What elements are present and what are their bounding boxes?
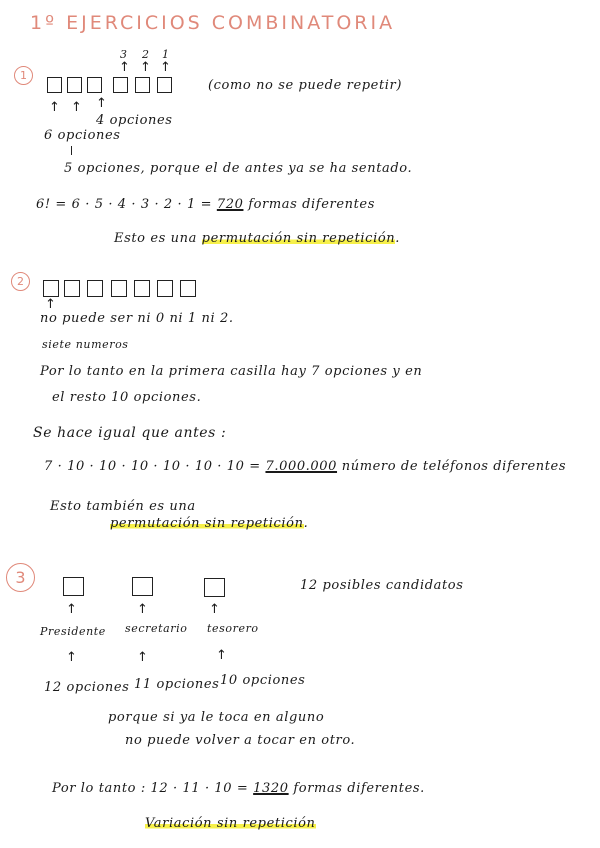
note-text: (como no se puede repetir) (208, 78, 403, 93)
highlighted-term: permutación sin repetición (201, 231, 396, 246)
up-arrow-icon: ↑ (160, 60, 171, 75)
line-5-options: 5 opciones, porque el de antes ya se ha sentado. (64, 161, 413, 176)
digit-3: 3 (120, 48, 128, 61)
slot-box (43, 280, 59, 297)
slot-box (204, 578, 225, 597)
options-12: 12 opciones (44, 680, 130, 695)
slot-box (87, 280, 103, 297)
formula-1 (36, 197, 375, 212)
formula-result: 1320 (253, 781, 289, 796)
line-same-as-before: Se hace igual que antes : (33, 425, 227, 441)
conclusion-3 (145, 816, 316, 831)
reason-line-1: porque si ya le toca en alguno (108, 710, 325, 725)
formula-3 (52, 781, 425, 796)
up-arrow-icon: ↑ (66, 650, 77, 665)
page-title: 1º EJERCICIOS COMBINATORIA (30, 12, 396, 34)
section-2-number: 2 (11, 272, 30, 291)
role-secretary: secretario (125, 622, 188, 635)
slot-box (64, 280, 80, 297)
slot-box (157, 280, 173, 297)
formula-result: 720 (216, 197, 244, 212)
up-arrow-icon: ↑ (96, 96, 107, 111)
formula-lhs: 6! = 6 · 5 · 4 · 3 · 2 · 1 = (36, 197, 213, 212)
formula-suffix: formas diferentes (248, 197, 375, 212)
up-arrow-icon: ↑ (140, 60, 151, 75)
label-6-options: 6 opciones (44, 128, 121, 143)
highlighted-term: Variación sin repetición (145, 816, 316, 831)
digit-2: 2 (142, 48, 150, 61)
slot-box (111, 280, 127, 297)
formula-suffix: número de teléfonos diferentes (341, 459, 567, 474)
up-arrow-icon: ↑ (45, 297, 56, 312)
section-1-number: 1 (14, 66, 33, 85)
highlighted-term: permutación sin repetición (110, 516, 304, 531)
conclusion-2a: Esto también es una (50, 499, 196, 514)
up-arrow-icon: ↑ (216, 648, 227, 663)
up-arrow-icon: ↑ (66, 602, 77, 617)
slot-box (63, 577, 84, 596)
slot-box (135, 77, 150, 93)
slot-box (67, 77, 82, 93)
slot-box (113, 77, 128, 93)
slot-box (180, 280, 196, 297)
period: . (395, 231, 400, 246)
period: . (303, 516, 309, 531)
formula-lhs: Por lo tanto : 12 · 11 · 10 = (52, 781, 249, 796)
up-arrow-icon: ↑ (49, 100, 60, 115)
role-president: Presidente (40, 625, 106, 638)
line-no-0-1-2: no puede ser ni 0 ni 1 ni 2. (40, 311, 234, 326)
up-arrow-icon: ↑ (137, 650, 148, 665)
options-10: 10 opciones (220, 673, 306, 688)
line-seven-numbers: siete numeros (42, 338, 129, 351)
candidates-text: 12 posibles candidatos (300, 578, 464, 593)
up-arrow-icon: ↑ (137, 602, 148, 617)
options-11: 11 opciones (134, 677, 220, 692)
slot-box (157, 77, 172, 93)
conclusion-prefix: Esto es una (114, 231, 197, 246)
slot-box (87, 77, 102, 93)
label-4-options: 4 opciones (96, 113, 173, 128)
up-arrow-icon: ↑ (119, 60, 130, 75)
conclusion-2b (110, 516, 308, 531)
slot-box (134, 280, 150, 297)
line-rest: el resto 10 opciones. (52, 390, 202, 405)
slot-box (47, 77, 62, 93)
digit-1: 1 (162, 48, 170, 61)
role-treasurer: tesorero (207, 622, 259, 635)
formula-suffix: formas diferentes. (293, 781, 425, 796)
formula-result: 7.000.000 (265, 459, 338, 474)
slot-box (132, 577, 153, 596)
line-first-slot: Por lo tanto en la primera casilla hay 7 opciones y en (40, 364, 423, 379)
section-3-number: 3 (6, 563, 35, 592)
reason-line-2: no puede volver a tocar en otro. (125, 733, 356, 748)
up-arrow-icon: ↑ (71, 100, 82, 115)
conclusion-1 (114, 231, 400, 246)
connector-line (71, 146, 72, 155)
formula-lhs: 7 · 10 · 10 · 10 · 10 · 10 · 10 = (44, 459, 261, 474)
formula-2 (44, 459, 566, 474)
up-arrow-icon: ↑ (209, 602, 220, 617)
